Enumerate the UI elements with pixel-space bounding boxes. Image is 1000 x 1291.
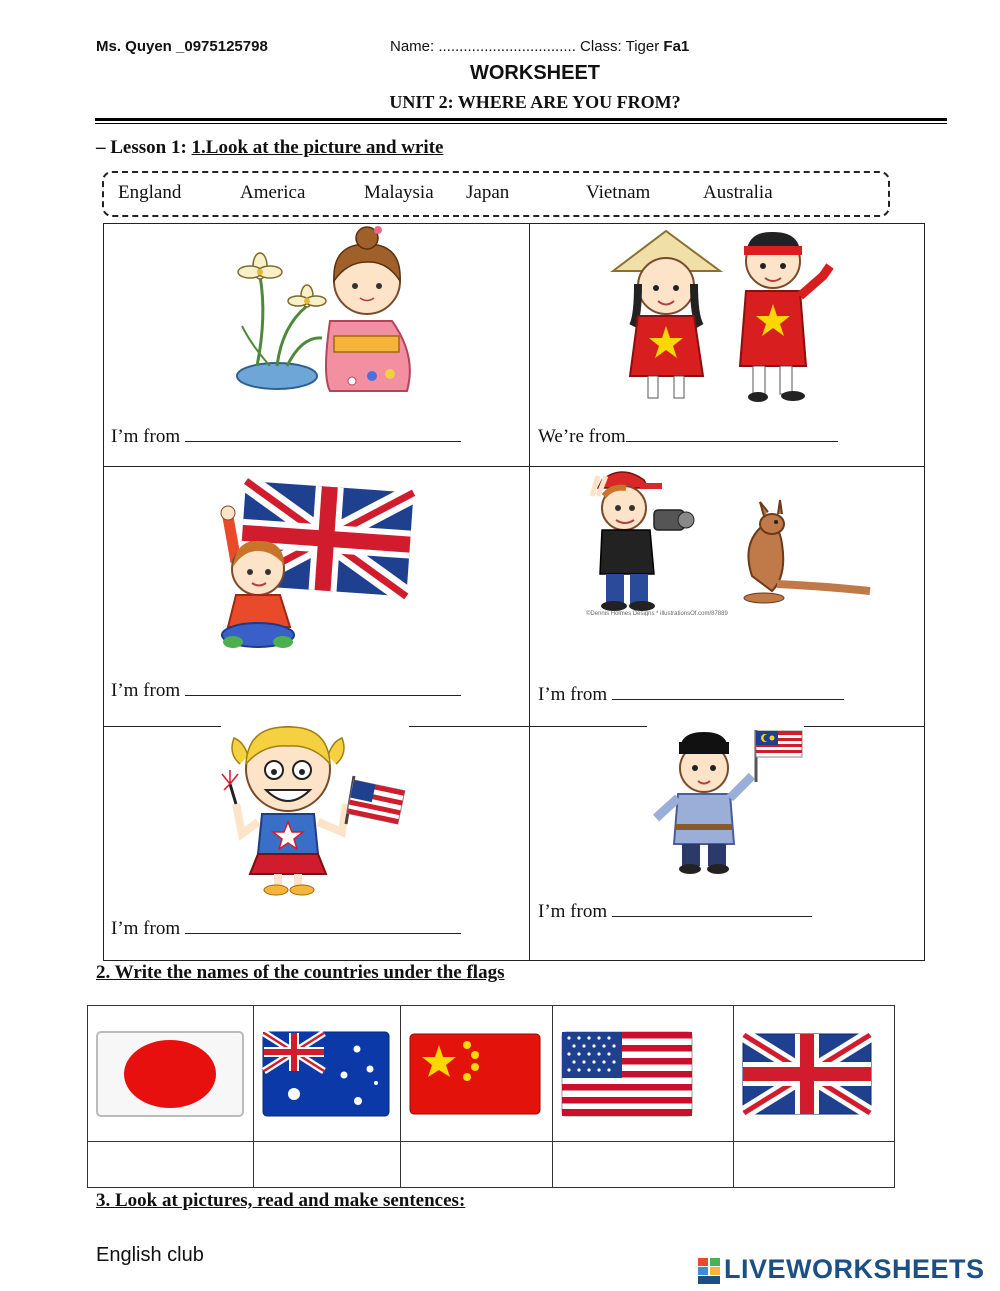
- boy-kangaroo-picture: [582, 466, 874, 616]
- word-bank-item: Vietnam: [586, 182, 651, 203]
- cell-5-prompt: [111, 917, 461, 940]
- answer-blank[interactable]: [185, 425, 461, 442]
- lesson-prefix: – Lesson 1:: [96, 137, 192, 158]
- answer-blank[interactable]: [185, 679, 461, 696]
- boy-malaysia-flag-picture: [648, 726, 808, 878]
- lesson-heading: [96, 137, 443, 159]
- flags-table: [87, 1005, 895, 1188]
- word-bank-item: Japan: [466, 182, 510, 203]
- flag-answer-cell[interactable]: [401, 1142, 553, 1188]
- grid-border-right: [924, 223, 925, 961]
- word-bank-item: Malaysia: [364, 182, 434, 203]
- answer-blank[interactable]: [612, 900, 812, 917]
- class-code: Fa1: [663, 38, 690, 55]
- answer-blank[interactable]: [185, 917, 461, 934]
- flag-cell: [254, 1006, 401, 1142]
- liveworksheets-brand: LIVEWORKSHEETS: [724, 1254, 985, 1284]
- cell-1-prompt: [111, 425, 461, 448]
- grid-divider-row2: [804, 726, 925, 727]
- section-2-title: 2. Write the names of the countries under the flags: [96, 962, 505, 983]
- prompt-text: I’m from: [111, 426, 181, 447]
- flag-answer-cell[interactable]: [254, 1142, 401, 1188]
- prompt-text: I’m from: [538, 901, 608, 922]
- flags-row: [88, 1006, 895, 1142]
- header-divider: [95, 118, 947, 121]
- china-flag-icon: [409, 1033, 552, 1115]
- cell-3-prompt: [111, 679, 461, 702]
- word-bank-item: England: [118, 182, 182, 203]
- teacher-info: Ms. Quyen _0975125798: [96, 38, 268, 55]
- kangaroo-caption: ©Dennis Holmes Designs * illustrationsOf.com/87889: [586, 611, 728, 616]
- cell-4-prompt: [538, 683, 844, 706]
- answer-blank[interactable]: [626, 425, 838, 442]
- prompt-text: I’m from: [111, 918, 181, 939]
- japanese-girl-picture: [212, 226, 422, 404]
- usa-flag-icon: [561, 1031, 733, 1117]
- word-bank-item: Australia: [703, 182, 773, 203]
- cell-6-prompt: [538, 900, 812, 923]
- cell-2-prompt: [538, 425, 838, 448]
- flag-cell: [553, 1006, 734, 1142]
- grid-border-top: [103, 223, 925, 224]
- name-class-prefix: Name: ................................. Class: Tiger: [390, 38, 664, 55]
- footer-club: English club: [96, 1244, 204, 1266]
- unit-title: UNIT 2: WHERE ARE YOU FROM?: [389, 92, 681, 112]
- flag-answer-cell[interactable]: [553, 1142, 734, 1188]
- worksheet-title: WORKSHEET: [470, 62, 600, 84]
- grid-border-left: [103, 223, 104, 961]
- grid-divider-row2: [409, 726, 647, 727]
- girl-uk-flag-picture: [218, 477, 418, 653]
- header-divider-thin: [95, 123, 947, 124]
- flag-cell: [401, 1006, 553, 1142]
- grid-divider-row2: [103, 726, 221, 727]
- prompt-text: I’m from: [111, 680, 181, 701]
- section-3-title: 3. Look at pictures, read and make sentences:: [96, 1190, 466, 1211]
- australia-flag-icon: [262, 1031, 400, 1117]
- flag-cell: [734, 1006, 895, 1142]
- liveworksheets-logo-icon: [698, 1258, 720, 1284]
- grid-divider-vertical: [529, 223, 530, 961]
- uk-flag-icon: [742, 1033, 894, 1115]
- flag-answer-cell[interactable]: [88, 1142, 254, 1188]
- lesson-instruction: 1.Look at the picture and write: [191, 137, 444, 158]
- vietnamese-children-picture: [608, 226, 844, 404]
- prompt-text: I’m from: [538, 684, 608, 705]
- japan-flag-icon: [96, 1031, 253, 1117]
- answer-row: [88, 1142, 895, 1188]
- word-bank-item: America: [240, 182, 306, 203]
- flag-cell: [88, 1006, 254, 1142]
- prompt-text: We’re from: [538, 426, 626, 447]
- girl-us-flag-picture: [218, 724, 414, 896]
- grid-border-bottom: [103, 960, 925, 961]
- name-class-line: [390, 38, 689, 55]
- flag-answer-cell[interactable]: [734, 1142, 895, 1188]
- answer-blank[interactable]: [612, 683, 844, 700]
